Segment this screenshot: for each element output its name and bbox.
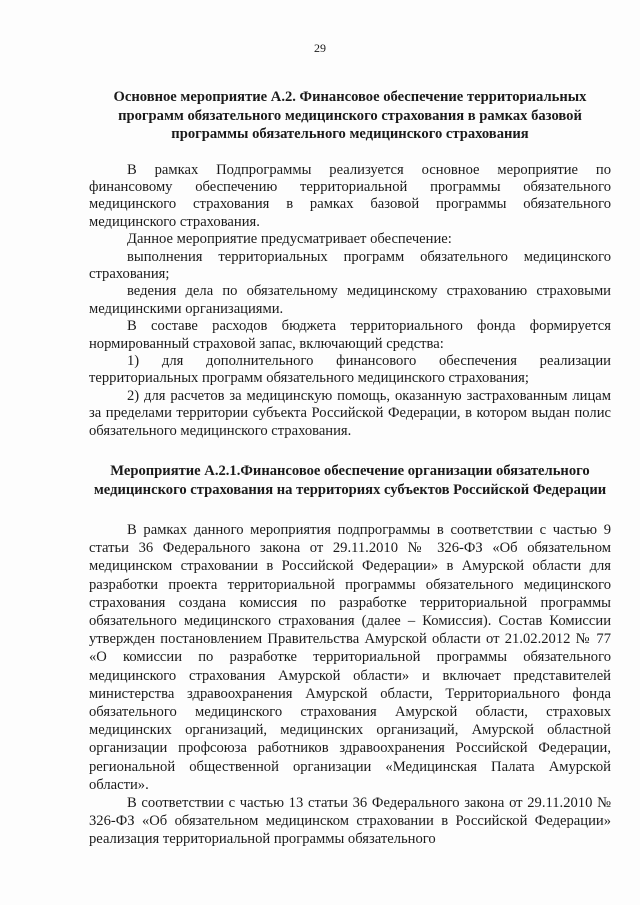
paragraph: ведения дела по обязательному медицинскому страхованию страховыми медицинскими организациями. — [89, 283, 611, 317]
paragraph: 2) для расчетов за медицинскую помощь, оказанную застрахованным лицам за пределами территории субъекта Российской Федерации, в котором выдан полис обязательного медицинского страхования. — [89, 387, 611, 439]
page-content — [89, 88, 611, 849]
paragraph: 1) для дополнительного финансового обеспечения реализации территориальных программ обязательного медицинского страхования; — [89, 352, 611, 387]
paragraph: Данное мероприятие предусматривает обеспечение: — [127, 231, 452, 248]
paragraph: В соответствии с частью 13 статьи 36 Федерального закона от 29.11.2010 № 326-ФЗ «Об обязательном медицинском страховании в Российской Федерации» реализация территориальной программы обязательного — [89, 795, 611, 848]
paragraph: В составе расходов бюджета территориального фонда формируется нормированный страховой запас, включающий средства: — [89, 318, 611, 352]
paragraph: выполнения территориальных программ обязательного медицинского страхования; — [89, 248, 611, 282]
page-number: 29 — [314, 41, 326, 55]
paragraph: В рамках данного мероприятия подпрограммы в соответствии с частью 9 статьи 36 Федерального закона от 29.11.2010 № 326-ФЗ «Об обязательном медицинском страховании в Российской Федерации» в Амурской области для разработки проекта территориальной программы обязательного медицинского страхования создана комиссия по разработке территориальной программы обязательного медицинского страхования (далее – Комиссия). Состав Комиссии утвержден постановлением Правительства Амурской области от 21.02.2012 № 77 «О комиссии по разработке территориальной программы обязательного медицинского страхования Амурской области» и включает представителей министерства здравоохранения Амурской области, Территориального фонда обязательного медицинского страхования Амурской области, страховых медицинских организаций, медицинских организаций, Амурской областной организации профсоюза работников здравоохранения Российской Федерации, региональной общественной организации «Медицинская Палата Амурской области». — [89, 522, 611, 793]
section-heading-a21: Мероприятие А.2.1.Финансовое обеспечение организации обязательного медицинского страхования на территориях субъектов Российской Федерации — [93, 463, 607, 498]
section-heading-a2: Основное мероприятие А.2. Финансовое обеспечение территориальных программ обязательного медицинского страхования в рамках базовой программы обязательного медицинского страхования — [113, 89, 587, 142]
paragraph: В рамках Подпрограммы реализуется основное мероприятие по финансовому обеспечению территориальной программы обязательного медицинского страхования в рамках базовой программы обязательного медицинского страхования. — [89, 161, 611, 230]
